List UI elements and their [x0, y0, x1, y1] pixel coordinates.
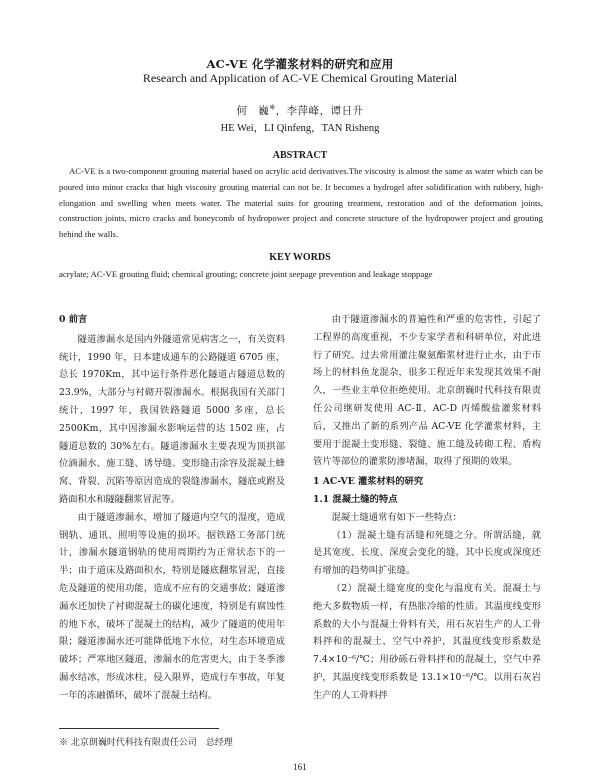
author-footnote-mark: ※ — [269, 103, 276, 112]
paragraph: （2）混凝土缝宽度的变化与温度有关。混凝土与绝大多数物质一样，有热胀冷缩的性质。其温度线变形系数的大小与混凝土骨料有关，用石灰岩生产的人工骨料拌和的混凝土，空气中养护，其温度线变形系数是 7.4×10⁻⁶/℃；用砂砾石骨料拌和的混凝土，空气中养护，其温度线变形系数是 13.1×10⁻⁶/℃。以用石灰岩生产的人工骨料拌 — [313, 582, 541, 701]
author-first: 何 巍 — [236, 105, 270, 117]
author-others: ，李萍峰，谭日升 — [275, 105, 364, 117]
abstract-heading: ABSTRACT — [272, 150, 328, 161]
title-english: Research and Application of AC-VE Chemical Grouting Material — [142, 71, 458, 85]
footnote: ※ 北京朗巍时代科技有限责任公司 总经理 — [59, 738, 233, 748]
section-heading-1: 1 AC-VE 灌浆材料的研究 — [313, 476, 424, 488]
footnote-divider — [59, 728, 219, 729]
authors-english: HE Wei，LI Qinfeng，TAN Risheng — [220, 123, 380, 134]
title-chinese: AC-VE 化学灌浆材料的研究和应用 — [206, 57, 394, 71]
page-number: 161 — [293, 762, 307, 772]
abstract-text: AC-VE is a two-component grouting material based on acrylic acid derivatives.The viscosity is almost the same as water which can be poured into minor cracks that high viscosity grouting material can not be. It becomes a hydrogel after solidification with rubbery, high-elongation and swelling when meets water. The material suits for grouting treatment, restoration and of the deformation joints, construction joints, micro cracks and honeycomb of hydropower project and concrete structure of the hydropower project and grouting behind the walls. — [59, 166, 543, 240]
paragraph: 隧道渗漏水是国内外隧道常见病害之一，有关资料统计，1990 年，日本建成通车的公路隧道 6705 座，总长 1970Km，其中运行条件恶化隧道占隧道总数的 23.9%，大部分与衬砌开裂渗漏水。根据我国有关部门统计，1997 年，我国铁路隧道 5000 多座，总长 2500Km，其中因渗漏水影响运营的达 1502 座，占隧道总数的 30%左右。隧道渗漏水主要表现为顶拱部位滴漏水、施工缝、诱导缝、变形缝击涂容及混凝土蜂窝、背裂、沉陷等原因造成的裂缝渗漏水，隧底或跗及路面积水和隧隧翻浆冒泥等。 — [59, 333, 285, 505]
right-column — [313, 311, 541, 705]
keywords-text: acrylate; AC-VE grouting fluid; chemical grouting; concrete joint seepage prevention and leakage stoppage — [59, 269, 433, 279]
keywords-heading: KEY WORDS — [269, 252, 331, 263]
paragraph: 由于隧道渗漏水的普遍性和严重的危害性，引起了工程界的高度重视，不少专家学者和科研单位，对此进行了研究。过去常用灌注聚氨酯浆材进行止水，由于市场上的材料鱼龙混杂，很多工程近年来发现其效果不耐久，一些业主单位拒绝使用。北京朗巍时代科技有限责任公司继研发使用 AC-Ⅱ、AC-D 丙烯酸盐灌浆材料后，又推出了新的系列产品 AC-VE 化学灌浆材料，主要用于混凝土变形缝、裂缝、施工缝及砖砌工程、盾构管片等部位的灌浆防渗堵漏，取得了预期的效果。 — [313, 314, 541, 468]
subsection-heading-1-1: 1.1 混凝土缝的特点 — [313, 493, 398, 505]
paragraph: 由于隧道渗漏水，增加了隧道内空气的湿度，造成钢轨、通讯、照明等设施的损坏。据铁路工务部门统计，渗漏水隧道钢轨的使用周期约为正常状态下的一半；由于道床及路面积水，特别是隧底翻浆冒泥，直接危及隧道的使用功能，造成不应有的交通事故；隧道渗漏水还加快了衬砌混凝土的碳化速度，特别是有腐蚀性的地下水，破坏了混凝土的结构，减少了隧道的使用年限；隧道渗漏水还可能降低地下水位，对生态环境造成破坏；严寒地区隧道，渗漏水的危害更大，由于冬季渗漏水结冰，形成冰柱，侵入限界，造成行车事故，年复一年的冻融循环，破坏了混凝土结构。 — [59, 511, 285, 701]
paragraph: （1）混凝土缝有活缝和死缝之分。所谓活缝，就是其宽度、长度、深度会变化的缝，其中长度或深度还有增加的趋势叫扩张缝。 — [313, 529, 541, 577]
left-column — [59, 311, 285, 705]
paragraph: 混凝土缝通常有如下一些特点： — [331, 511, 462, 523]
section-heading-preface: 0 前言 — [59, 314, 88, 325]
authors-chinese — [0, 103, 600, 118]
